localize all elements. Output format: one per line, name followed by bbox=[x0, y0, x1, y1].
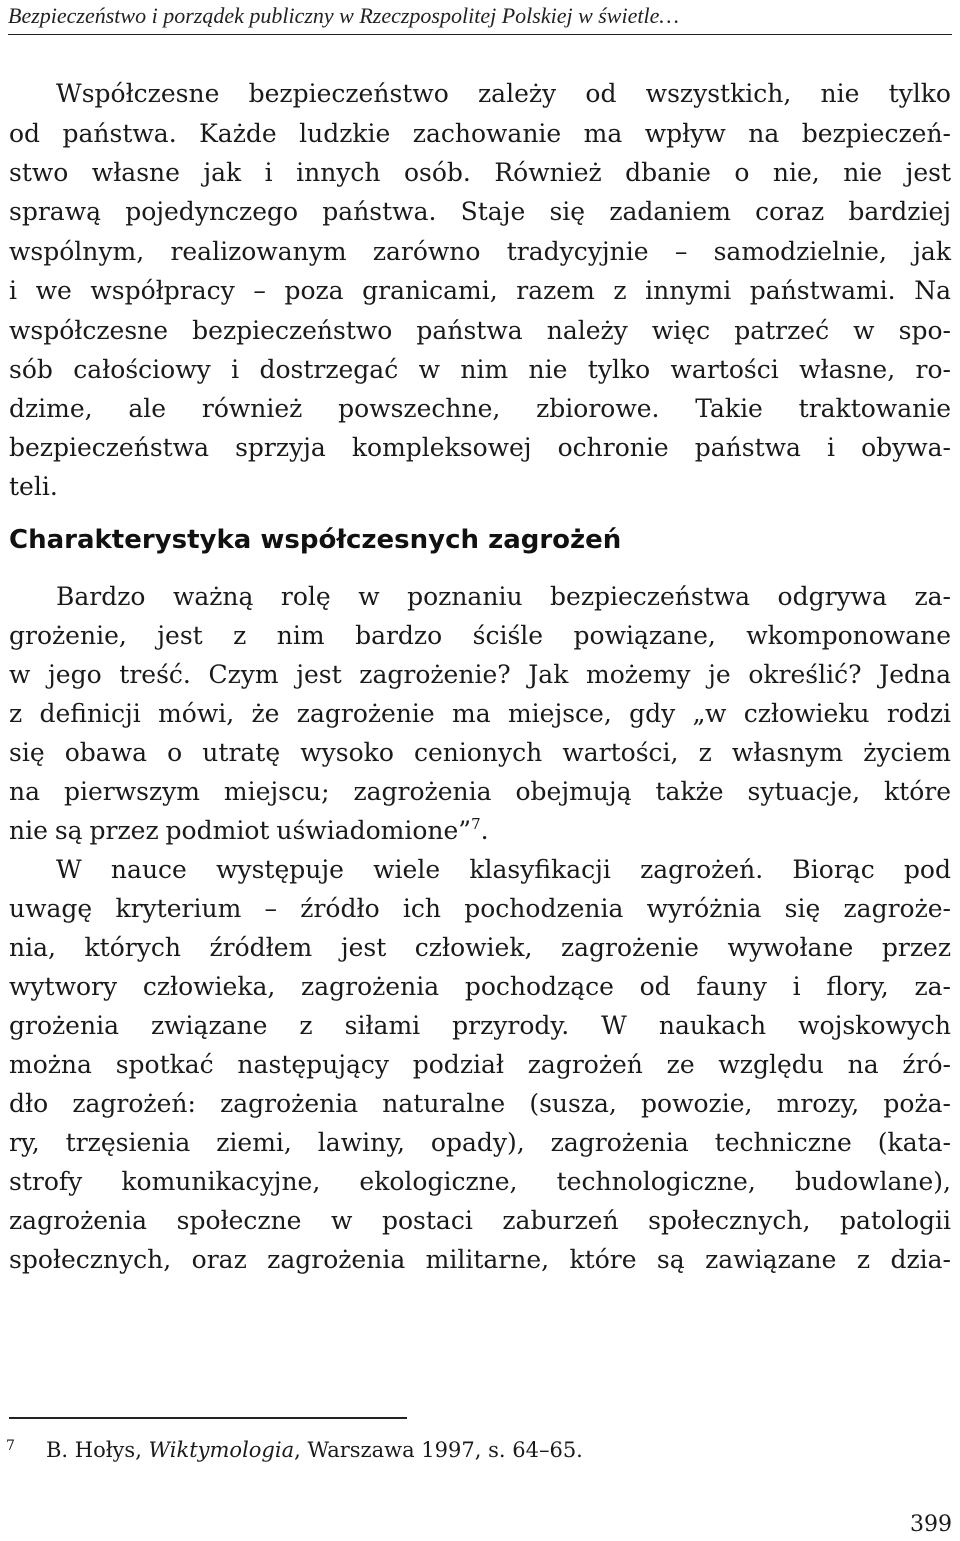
paragraph-1-line: i we współpracy – poza granicami, razem z innymi państwami. Na bbox=[9, 276, 951, 305]
running-title: Bezpieczeństwo i porządek publiczny w Rzeczpospolitej Polskiej w świetle… bbox=[8, 3, 679, 28]
paragraph-2-line: się obawa o utratę wysoko cenionych wartości, z własnym życiem bbox=[9, 738, 951, 767]
paragraph-3-line: społecznych, oraz zagrożenia militarne, które są zawiązane z dzia- bbox=[9, 1245, 951, 1274]
paragraph-3-line: W nauce występuje wiele klasyfikacji zagrożeń. Biorąc pod bbox=[56, 855, 951, 884]
page-number: 399 bbox=[910, 1512, 952, 1537]
paragraph-1-line: bezpieczeństwa sprzyja kompleksowej ochronie państwa i obywa- bbox=[9, 433, 951, 462]
paragraph-2-line: grożenie, jest z nim bardzo ściśle powiązane, wkomponowane bbox=[9, 621, 951, 650]
paragraph-3-line: ry, trzęsienia ziemi, lawiny, opady), zagrożenia techniczne (kata- bbox=[9, 1128, 951, 1157]
paragraph-2-line: w jego treść. Czym jest zagrożenie? Jak możemy je określić? Jedna bbox=[9, 660, 951, 689]
paragraph-3-line: nia, których źródłem jest człowiek, zagrożenie wywołane przez bbox=[9, 933, 951, 962]
paragraph-1-line: teli. bbox=[9, 472, 58, 501]
paragraph-3-line: grożenia związane z siłami przyrody. W naukach wojskowych bbox=[9, 1011, 951, 1040]
paragraph-3-line: można spotkać następujący podział zagrożeń ze względu na źró- bbox=[9, 1050, 951, 1079]
paragraph-2-last-punct: . bbox=[480, 816, 489, 845]
footnote-rest: , Warszawa 1997, s. 64–65. bbox=[294, 1438, 583, 1462]
paragraph-1-line: sób całościowy i dostrzegać w nim nie tylko wartości własne, ro- bbox=[9, 355, 951, 384]
paragraph-1-line: stwo własne jak i innych osób. Również dbanie o nie, nie jest bbox=[9, 158, 951, 187]
section-heading: Charakterystyka współczesnych zagrożeń bbox=[9, 525, 622, 555]
footnote-title: Wiktymologia bbox=[148, 1438, 295, 1462]
footnote-author: B. Hołys, bbox=[46, 1438, 149, 1462]
footnote-reference[interactable]: 7 bbox=[471, 815, 481, 833]
footnote-divider bbox=[9, 1417, 407, 1419]
paragraph-1-line: sprawą pojedynczego państwa. Staje się zadaniem coraz bardziej bbox=[9, 197, 951, 226]
paragraph-2-last-line bbox=[9, 811, 951, 851]
paragraph-2-line: z definicji mówi, że zagrożenie ma miejsce, gdy „w człowieku rodzi bbox=[9, 699, 951, 728]
paragraph-3-line: dło zagrożeń: zagrożenia naturalne (susza, powozie, mrozy, poża- bbox=[9, 1089, 951, 1118]
footnote bbox=[6, 1433, 583, 1467]
paragraph-2-line: Bardzo ważną rolę w poznaniu bezpieczeństwa odgrywa za- bbox=[56, 582, 951, 611]
paragraph-3-line: uwagę kryterium – źródło ich pochodzenia wyróżnia się zagroże- bbox=[9, 894, 951, 923]
paragraph-1-line: wspólnym, realizowanym zarówno tradycyjnie – samodzielnie, jak bbox=[9, 237, 951, 266]
paragraph-2-last-text: nie są przez podmiot uświadomione” bbox=[9, 816, 472, 845]
paragraph-3-line: strofy komunikacyjne, ekologiczne, technologiczne, budowlane), bbox=[9, 1167, 951, 1196]
paragraph-3-line: zagrożenia społeczne w postaci zaburzeń społecznych, patologii bbox=[9, 1206, 951, 1235]
paragraph-1-line: współczesne bezpieczeństwo państwa należy więc patrzeć w spo- bbox=[9, 316, 951, 345]
footnote-number: 7 bbox=[6, 1438, 15, 1454]
paragraph-3-line: wytwory człowieka, zagrożenia pochodzące od fauny i flory, za- bbox=[9, 972, 951, 1001]
paragraph-1-line: od państwa. Każde ludzkie zachowanie ma wpływ na bezpieczeń- bbox=[9, 119, 951, 148]
paragraph-1-line: dzime, ale również powszechne, zbiorowe. Takie traktowanie bbox=[9, 394, 951, 423]
running-header bbox=[8, 2, 952, 35]
paragraph-2-line: na pierwszym miejscu; zagrożenia obejmują także sytuacje, które bbox=[9, 777, 951, 806]
paragraph-1-line: Współczesne bezpieczeństwo zależy od wszystkich, nie tylko bbox=[56, 79, 951, 108]
